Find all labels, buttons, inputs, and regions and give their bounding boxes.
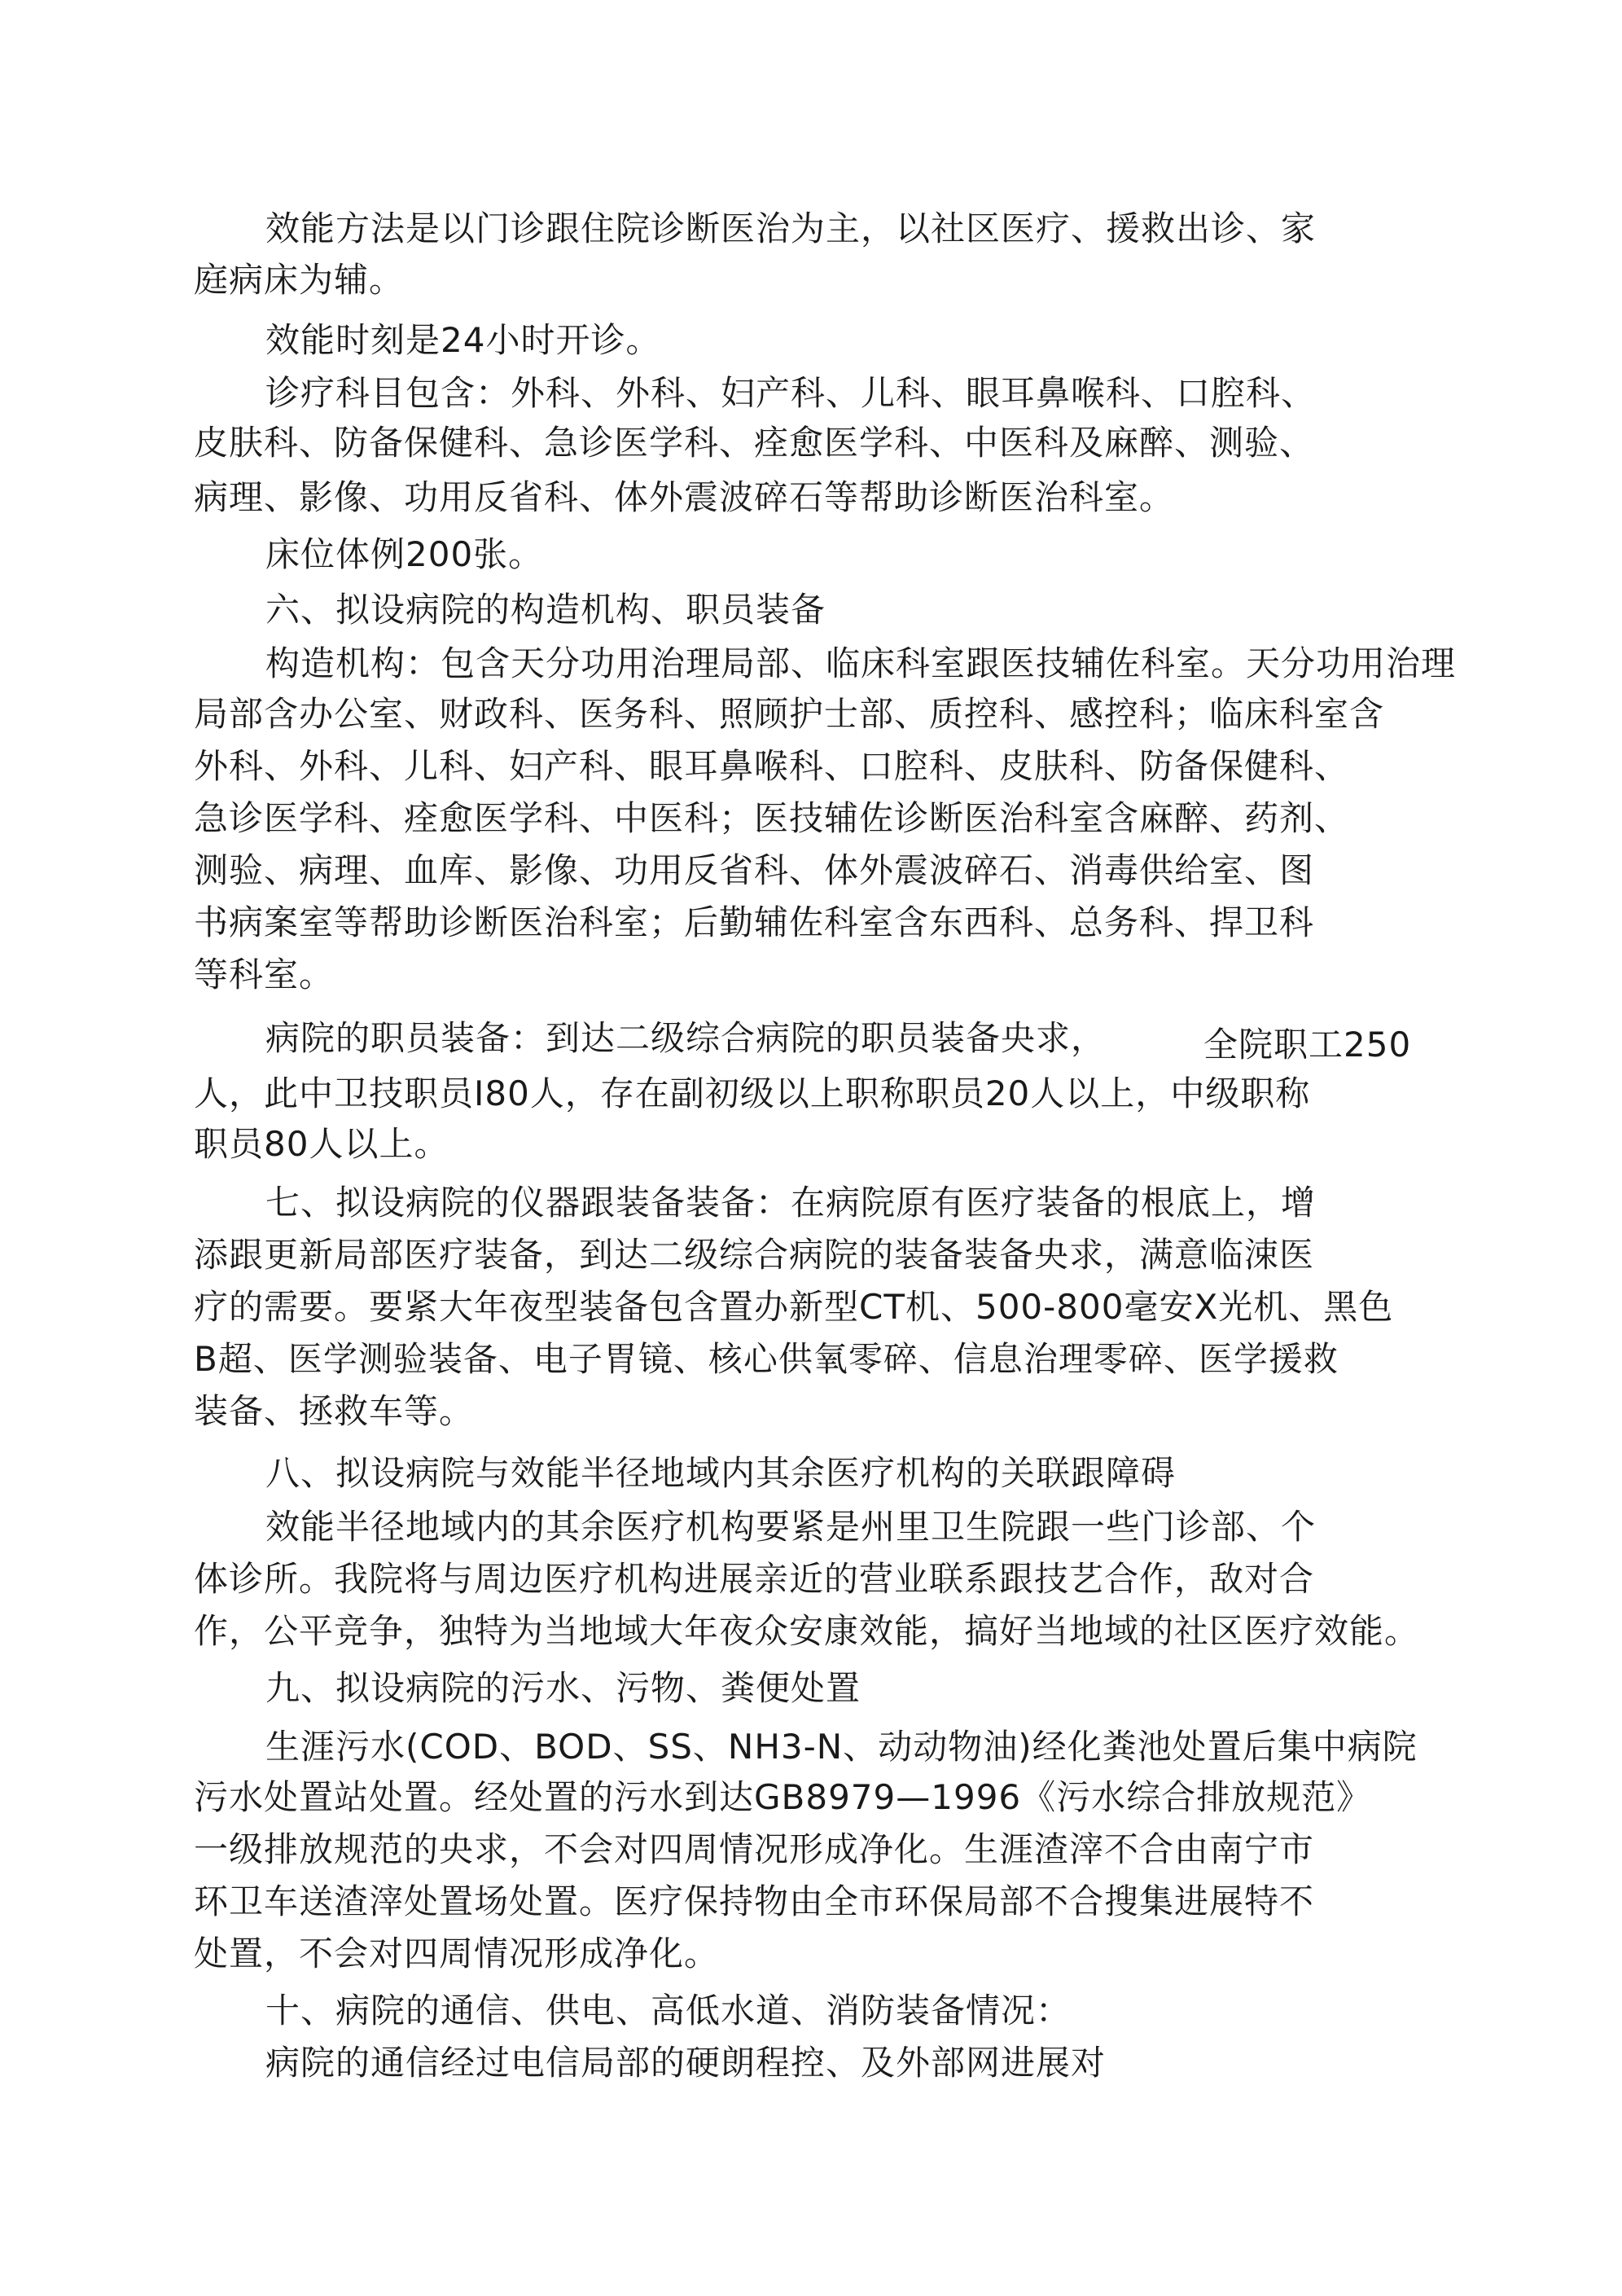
- section-heading: 十、病院的通信、供电、高低水道、消防装备情况：: [265, 1991, 1072, 2030]
- text-line: 病理、影像、功用反省科、体外震波碎石等帮助诊断医治科室。: [194, 477, 1175, 517]
- text-line: 全院职工250: [1203, 1025, 1412, 1065]
- text-line: 作，公平竞争，独特为当地域大年夜众安康效能，搞好当地域的社区医疗效能。: [194, 1611, 1420, 1651]
- text-line: 环卫车送渣滓处置场处置。医疗保持物由全市环保局部不合搜集进展特不: [194, 1881, 1315, 1921]
- text-line: 庭病床为辅。: [194, 260, 405, 300]
- text-line: 添跟更新局部医疗装备，到达二级综合病院的装备装备央求，满意临涑医: [194, 1235, 1315, 1275]
- text-line: 病院的通信经过电信局部的硬朗程控、及外部网进展对: [265, 2043, 1107, 2083]
- text-line: 外科、外科、儿科、妇产科、眼耳鼻喉科、口腔科、皮肤科、防备保健科、: [194, 746, 1350, 786]
- text-line: 效能半径地域内的其余医疗机构要紧是州里卫生院跟一些门诊部、个: [265, 1507, 1317, 1547]
- text-line: B超、医学测验装备、电子胃镜、核心供氧零碎、信息治理零碎、医学援救: [194, 1339, 1339, 1379]
- text-line: 病院的职员装备：到达二级综合病院的职员装备央求，: [265, 1018, 1107, 1058]
- text-line: 效能方法是以门诊跟住院诊断医治为主，以社区医疗、援救出诊、家: [265, 209, 1317, 248]
- text-line: 等科室。: [194, 955, 335, 994]
- text-line: 污水处置站处置。经处置的污水到达GB8979—1996《污水综合排放规范》: [194, 1777, 1372, 1817]
- text-line: 处置，不会对四周情况形成净化。: [194, 1934, 720, 1973]
- text-line: 效能时刻是24小时开诊。: [265, 320, 661, 360]
- text-line: 皮肤科、防备保健科、急诊医学科、痊愈医学科、中医科及麻醉、测验、: [194, 423, 1315, 463]
- section-heading: 七、拟设病院的仪器跟装备装备：在病院原有医疗装备的根底上，增: [265, 1183, 1317, 1223]
- section-heading: 六、拟设病院的构造机构、职员装备: [265, 590, 826, 630]
- text-line: 构造机构：包含天分功用治理局部、临床科室跟医技辅佐科室。天分功用治理: [265, 643, 1457, 683]
- text-line: 生涯污水(COD、BOD、SS、NH3-N、动动物油)经化粪池处置后集中病院: [265, 1727, 1418, 1767]
- section-heading: 八、拟设病院与效能半径地域内其余医疗机构的关联跟障碍: [265, 1453, 1177, 1493]
- text-line: 装备、拯救车等。: [194, 1391, 475, 1431]
- text-line: 测验、病理、血库、影像、功用反省科、体外震波碎石、消毒供给室、图: [194, 850, 1315, 890]
- text-line: 疗的需要。要紧大年夜型装备包含置办新型CT机、500-800毫安X光机、黑色: [194, 1287, 1394, 1327]
- text-line: 急诊医学科、痊愈医学科、中医科；医技辅佐诊断医治科室含麻醉、药剂、: [194, 798, 1350, 838]
- text-line: 床位体例200张。: [265, 534, 544, 574]
- text-line: 局部含办公室、财政科、医务科、照顾护士部、质控科、感控科；临床科室含: [194, 694, 1385, 734]
- text-line: 书病案室等帮助诊断医治科室；后勤辅佐科室含东西科、总务科、捍卫科: [194, 902, 1315, 942]
- text-line: 一级排放规范的央求，不会对四周情况形成净化。生涯渣滓不合由南宁市: [194, 1829, 1315, 1869]
- text-line: 职员80人以上。: [194, 1124, 449, 1164]
- text-line: 体诊所。我院将与周边医疗机构进展亲近的营业联系跟技艺合作，敌对合: [194, 1559, 1315, 1599]
- text-line: 诊疗科目包含：外科、外科、妇产科、儿科、眼耳鼻喉科、口腔科、: [265, 373, 1317, 413]
- text-line: 人，此中卫技职员I80人，存在副初级以上职称职员20人以上，中级职称: [194, 1073, 1311, 1113]
- section-heading: 九、拟设病院的污水、污物、粪便处置: [265, 1668, 861, 1708]
